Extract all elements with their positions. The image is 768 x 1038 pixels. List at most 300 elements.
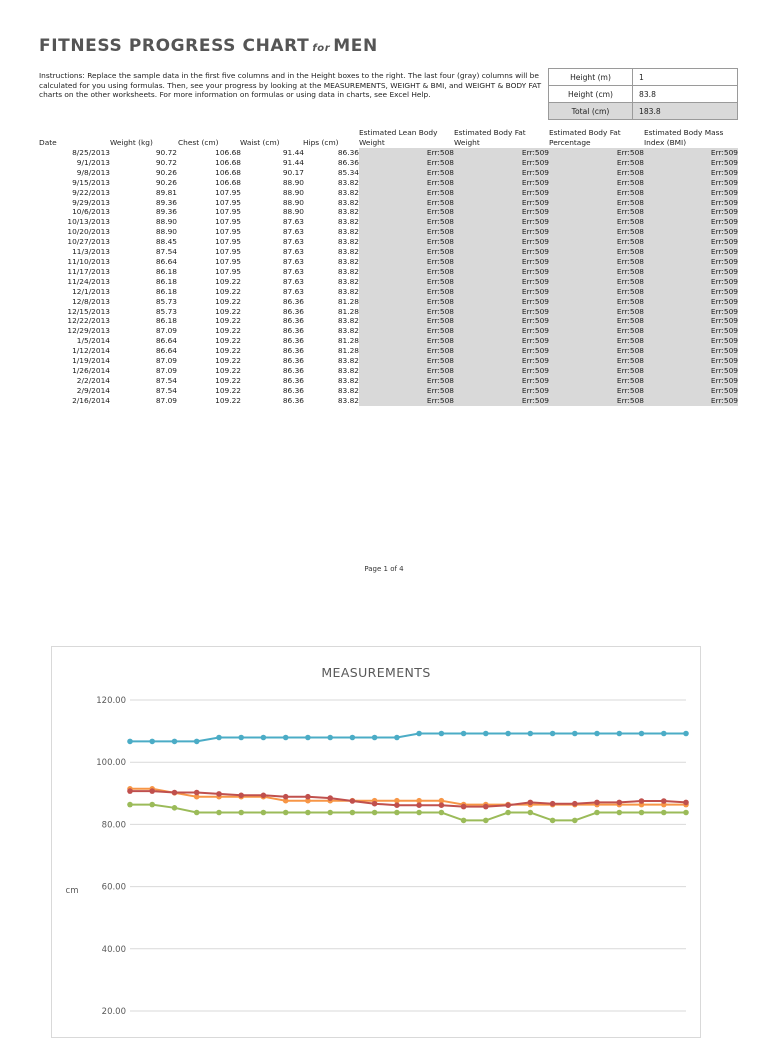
chart-plot xyxy=(52,647,700,1037)
data-point xyxy=(528,810,534,816)
cell-chest[interactable]: 107.95 xyxy=(215,227,241,237)
cell-fat-weight: Err:509 xyxy=(454,376,549,386)
cell-hips[interactable]: 83.82 xyxy=(337,197,359,207)
cell-fat-percentage: Err:508 xyxy=(549,386,644,396)
table-row xyxy=(39,366,738,376)
cell-date[interactable]: 12/22/2013 xyxy=(67,316,110,326)
cell-weight[interactable]: 86.64 xyxy=(155,346,177,356)
cell-weight[interactable]: 90.72 xyxy=(155,148,177,157)
cell-bmi: Err:509 xyxy=(644,316,738,326)
data-point xyxy=(149,802,155,808)
cell-hips[interactable]: 83.82 xyxy=(337,316,359,326)
data-point xyxy=(238,793,244,799)
data-point xyxy=(683,731,689,737)
col-header-weight: Weight (kg) xyxy=(110,138,153,147)
cell-lean-weight: Err:508 xyxy=(359,346,454,356)
cell-bmi: Err:509 xyxy=(644,237,738,247)
cell-hips[interactable]: 83.82 xyxy=(337,187,359,197)
data-point xyxy=(305,735,311,741)
cell-waist[interactable]: 88.90 xyxy=(282,207,304,217)
cell-waist[interactable]: 86.36 xyxy=(282,356,304,366)
data-point xyxy=(416,802,422,808)
cell-lean-weight: Err:508 xyxy=(359,178,454,188)
cell-waist[interactable]: 90.17 xyxy=(282,167,304,177)
cell-hips[interactable]: 81.28 xyxy=(337,306,359,316)
col-header-fat-weight: Estimated Body Fat Weight xyxy=(454,128,526,147)
cell-fat-percentage: Err:508 xyxy=(549,237,644,247)
height-m-row xyxy=(549,69,738,86)
cell-fat-weight: Err:509 xyxy=(454,247,549,257)
cell-chest[interactable]: 106.68 xyxy=(215,157,241,167)
table-row xyxy=(39,287,738,297)
series-line-0 xyxy=(130,734,686,742)
data-point xyxy=(572,818,578,824)
cell-weight[interactable]: 86.18 xyxy=(155,316,177,326)
col-header-bmi: Estimated Body Mass Index (BMI) xyxy=(644,128,724,147)
cell-date[interactable]: 12/1/2013 xyxy=(72,286,110,296)
cell-chest[interactable]: 106.68 xyxy=(215,148,241,157)
table-row xyxy=(39,307,738,317)
cell-bmi: Err:509 xyxy=(644,148,738,158)
cell-fat-percentage: Err:508 xyxy=(549,277,644,287)
cell-fat-weight: Err:509 xyxy=(454,158,549,168)
cell-bmi: Err:509 xyxy=(644,356,738,366)
cell-date[interactable]: 8/25/2013 xyxy=(72,148,110,157)
cell-bmi: Err:509 xyxy=(644,247,738,257)
cell-waist[interactable]: 87.63 xyxy=(282,256,304,266)
cell-lean-weight: Err:508 xyxy=(359,257,454,267)
data-point xyxy=(238,735,244,741)
cell-chest[interactable]: 109.22 xyxy=(215,346,241,356)
cell-chest[interactable]: 109.22 xyxy=(215,326,241,336)
cell-bmi: Err:509 xyxy=(644,267,738,277)
table-row xyxy=(39,257,738,267)
cell-waist[interactable]: 87.63 xyxy=(282,247,304,257)
page-title xyxy=(39,36,378,56)
cell-waist[interactable]: 86.36 xyxy=(282,375,304,385)
cell-fat-percentage: Err:508 xyxy=(549,366,644,376)
cell-date[interactable]: 10/6/2013 xyxy=(72,207,110,217)
y-tick-label: 100.00 xyxy=(96,758,126,769)
title-men: MEN xyxy=(333,36,378,56)
cell-hips[interactable]: 83.82 xyxy=(337,237,359,247)
cell-date[interactable]: 12/15/2013 xyxy=(67,306,110,316)
cell-weight[interactable]: 86.64 xyxy=(155,336,177,346)
cell-chest[interactable]: 107.95 xyxy=(215,237,241,247)
cell-chest[interactable]: 109.22 xyxy=(215,306,241,316)
data-point xyxy=(505,802,511,808)
cell-hips[interactable]: 83.82 xyxy=(337,217,359,227)
cell-hips[interactable]: 83.82 xyxy=(337,227,359,237)
cell-hips[interactable]: 81.28 xyxy=(337,336,359,346)
data-point xyxy=(394,802,400,808)
cell-fat-percentage: Err:508 xyxy=(549,257,644,267)
cell-chest[interactable]: 107.95 xyxy=(215,197,241,207)
y-tick-label: 80.00 xyxy=(101,820,126,831)
data-point xyxy=(416,810,422,816)
cell-lean-weight: Err:508 xyxy=(359,396,454,406)
cell-date[interactable]: 9/29/2013 xyxy=(72,197,110,207)
table-row xyxy=(39,386,738,396)
table-row xyxy=(39,158,738,168)
data-point xyxy=(528,731,534,737)
cell-hips[interactable]: 83.82 xyxy=(337,266,359,276)
cell-date[interactable]: 9/1/2013 xyxy=(76,157,110,167)
data-point xyxy=(550,801,556,807)
data-point xyxy=(127,802,133,808)
cell-date[interactable]: 12/29/2013 xyxy=(67,326,110,336)
title-for: for xyxy=(312,43,331,54)
data-point xyxy=(127,788,133,794)
cell-hips[interactable]: 83.82 xyxy=(337,286,359,296)
cell-chest[interactable]: 106.68 xyxy=(215,177,241,187)
cell-date[interactable]: 9/8/2013 xyxy=(76,167,110,177)
cell-lean-weight: Err:508 xyxy=(359,297,454,307)
cell-fat-weight: Err:509 xyxy=(454,396,549,406)
data-point xyxy=(505,810,511,816)
cell-fat-weight: Err:509 xyxy=(454,198,549,208)
cell-hips[interactable]: 83.82 xyxy=(337,375,359,385)
table-row xyxy=(39,198,738,208)
cell-weight[interactable]: 88.90 xyxy=(155,217,177,227)
cell-waist[interactable]: 86.36 xyxy=(282,395,304,405)
cell-weight[interactable]: 85.73 xyxy=(155,296,177,306)
cell-weight[interactable]: 90.72 xyxy=(155,157,177,167)
cell-bmi: Err:509 xyxy=(644,366,738,376)
cell-waist[interactable]: 87.63 xyxy=(282,237,304,247)
cell-hips[interactable]: 83.82 xyxy=(337,247,359,257)
cell-fat-weight: Err:509 xyxy=(454,188,549,198)
cell-weight[interactable]: 90.26 xyxy=(155,167,177,177)
total-cm-row xyxy=(549,103,738,120)
height-m-value[interactable]: 1 xyxy=(633,69,738,86)
data-point xyxy=(127,739,133,745)
data-point xyxy=(483,818,489,824)
cell-date[interactable]: 1/19/2014 xyxy=(72,356,110,366)
cell-hips[interactable]: 85.34 xyxy=(337,167,359,177)
cell-lean-weight: Err:508 xyxy=(359,237,454,247)
cell-fat-percentage: Err:508 xyxy=(549,316,644,326)
cell-date[interactable]: 11/3/2013 xyxy=(72,247,110,257)
cell-chest[interactable]: 107.95 xyxy=(215,266,241,276)
cell-fat-percentage: Err:508 xyxy=(549,217,644,227)
height-box xyxy=(548,68,738,120)
cell-weight[interactable]: 87.09 xyxy=(155,356,177,366)
cell-hips[interactable]: 83.82 xyxy=(337,395,359,405)
cell-fat-weight: Err:509 xyxy=(454,178,549,188)
cell-weight[interactable]: 89.36 xyxy=(155,197,177,207)
cell-weight[interactable]: 87.09 xyxy=(155,365,177,375)
cell-bmi: Err:509 xyxy=(644,336,738,346)
cell-hips[interactable]: 81.28 xyxy=(337,346,359,356)
cell-waist[interactable]: 87.63 xyxy=(282,227,304,237)
cell-waist[interactable]: 88.90 xyxy=(282,177,304,187)
cell-lean-weight: Err:508 xyxy=(359,326,454,336)
cell-hips[interactable]: 83.82 xyxy=(337,276,359,286)
data-point xyxy=(617,731,623,737)
data-point xyxy=(372,810,378,816)
cell-date[interactable]: 10/27/2013 xyxy=(67,237,110,247)
cell-waist[interactable]: 86.36 xyxy=(282,316,304,326)
cell-chest[interactable]: 109.22 xyxy=(215,286,241,296)
cell-waist[interactable]: 87.63 xyxy=(282,266,304,276)
cell-waist[interactable]: 86.36 xyxy=(282,365,304,375)
cell-weight[interactable]: 86.18 xyxy=(155,266,177,276)
cell-bmi: Err:509 xyxy=(644,188,738,198)
data-point xyxy=(594,810,600,816)
data-point xyxy=(505,731,511,737)
cell-chest[interactable]: 109.22 xyxy=(215,276,241,286)
cell-hips[interactable]: 83.82 xyxy=(337,256,359,266)
cell-waist[interactable]: 88.90 xyxy=(282,197,304,207)
cell-bmi: Err:509 xyxy=(644,386,738,396)
cell-lean-weight: Err:508 xyxy=(359,316,454,326)
cell-waist[interactable]: 86.36 xyxy=(282,336,304,346)
cell-fat-percentage: Err:508 xyxy=(549,227,644,237)
cell-fat-percentage: Err:508 xyxy=(549,376,644,386)
cell-waist[interactable]: 86.36 xyxy=(282,346,304,356)
data-point xyxy=(661,731,667,737)
title-main: FITNESS PROGRESS CHART xyxy=(39,36,310,56)
cell-waist[interactable]: 88.90 xyxy=(282,187,304,197)
cell-chest[interactable]: 107.95 xyxy=(215,187,241,197)
cell-weight[interactable]: 87.09 xyxy=(155,326,177,336)
y-tick-label: 120.00 xyxy=(96,696,126,706)
cell-weight[interactable]: 87.54 xyxy=(155,375,177,385)
data-point xyxy=(216,735,222,741)
table-row xyxy=(39,237,738,247)
cell-fat-weight: Err:509 xyxy=(454,307,549,317)
cell-waist[interactable]: 86.36 xyxy=(282,306,304,316)
data-point xyxy=(350,798,356,804)
data-point xyxy=(149,788,155,794)
cell-waist[interactable]: 86.36 xyxy=(282,296,304,306)
data-point xyxy=(327,795,333,801)
height-m-label: Height (m) xyxy=(549,69,633,86)
data-point xyxy=(394,810,400,816)
cell-date[interactable]: 2/16/2014 xyxy=(72,395,110,405)
cell-bmi: Err:509 xyxy=(644,287,738,297)
data-point xyxy=(172,790,178,796)
cell-waist[interactable]: 87.63 xyxy=(282,217,304,227)
cell-chest[interactable]: 109.22 xyxy=(215,296,241,306)
data-point xyxy=(572,801,578,807)
cell-date[interactable]: 2/2/2014 xyxy=(76,375,110,385)
cell-bmi: Err:509 xyxy=(644,198,738,208)
cell-bmi: Err:509 xyxy=(644,346,738,356)
cell-bmi: Err:509 xyxy=(644,227,738,237)
data-point xyxy=(350,810,356,816)
data-point xyxy=(305,810,311,816)
height-cm-value[interactable]: 83.8 xyxy=(633,86,738,103)
cell-fat-percentage: Err:508 xyxy=(549,307,644,317)
data-point xyxy=(238,810,244,816)
cell-date[interactable]: 11/17/2013 xyxy=(67,266,110,276)
cell-chest[interactable]: 107.95 xyxy=(215,256,241,266)
cell-fat-percentage: Err:508 xyxy=(549,207,644,217)
cell-fat-weight: Err:509 xyxy=(454,366,549,376)
cell-bmi: Err:509 xyxy=(644,277,738,287)
cell-fat-percentage: Err:508 xyxy=(549,247,644,257)
cell-lean-weight: Err:508 xyxy=(359,356,454,366)
cell-weight[interactable]: 87.54 xyxy=(155,385,177,395)
data-point xyxy=(683,810,689,816)
data-point xyxy=(172,805,178,811)
data-point xyxy=(461,731,467,737)
cell-waist[interactable]: 86.36 xyxy=(282,385,304,395)
data-point xyxy=(283,794,289,800)
cell-weight[interactable]: 87.09 xyxy=(155,395,177,405)
cell-weight[interactable]: 88.90 xyxy=(155,227,177,237)
cell-bmi: Err:509 xyxy=(644,307,738,317)
cell-fat-percentage: Err:508 xyxy=(549,356,644,366)
data-point xyxy=(661,798,667,804)
cell-lean-weight: Err:508 xyxy=(359,376,454,386)
cell-fat-percentage: Err:508 xyxy=(549,198,644,208)
cell-chest[interactable]: 107.95 xyxy=(215,217,241,227)
cell-lean-weight: Err:508 xyxy=(359,168,454,178)
cell-hips[interactable]: 86.36 xyxy=(337,157,359,167)
total-cm-label: Total (cm) xyxy=(549,103,633,120)
cell-waist[interactable]: 91.44 xyxy=(282,157,304,167)
series-line-3 xyxy=(130,805,686,821)
cell-chest[interactable]: 109.22 xyxy=(215,375,241,385)
cell-chest[interactable]: 109.22 xyxy=(215,365,241,375)
table-row xyxy=(39,316,738,326)
data-point xyxy=(594,800,600,806)
cell-weight[interactable]: 89.36 xyxy=(155,207,177,217)
cell-chest[interactable]: 107.95 xyxy=(215,207,241,217)
cell-bmi: Err:509 xyxy=(644,217,738,227)
cell-hips[interactable]: 81.28 xyxy=(337,296,359,306)
cell-chest[interactable]: 109.22 xyxy=(215,336,241,346)
cell-weight[interactable]: 89.81 xyxy=(155,187,177,197)
data-point xyxy=(261,793,267,799)
cell-fat-percentage: Err:508 xyxy=(549,287,644,297)
cell-fat-percentage: Err:508 xyxy=(549,326,644,336)
cell-fat-percentage: Err:508 xyxy=(549,336,644,346)
data-point xyxy=(550,731,556,737)
data-point xyxy=(194,739,200,745)
cell-lean-weight: Err:508 xyxy=(359,386,454,396)
cell-waist[interactable]: 87.63 xyxy=(282,286,304,296)
cell-chest[interactable]: 109.22 xyxy=(215,316,241,326)
cell-chest[interactable]: 109.22 xyxy=(215,356,241,366)
cell-fat-weight: Err:509 xyxy=(454,316,549,326)
cell-lean-weight: Err:508 xyxy=(359,336,454,346)
cell-date[interactable]: 1/12/2014 xyxy=(72,346,110,356)
cell-chest[interactable]: 107.95 xyxy=(215,247,241,257)
cell-hips[interactable]: 83.82 xyxy=(337,385,359,395)
data-point xyxy=(439,810,445,816)
cell-date[interactable]: 2/9/2014 xyxy=(76,385,110,395)
data-point xyxy=(216,791,222,797)
data-point xyxy=(617,800,623,806)
cell-date[interactable]: 10/13/2013 xyxy=(67,217,110,227)
chart-title: MEASUREMENTS xyxy=(321,665,431,680)
cell-date[interactable]: 9/22/2013 xyxy=(72,187,110,197)
table-row xyxy=(39,227,738,237)
y-tick-label: 40.00 xyxy=(101,944,126,955)
cell-bmi: Err:509 xyxy=(644,158,738,168)
cell-fat-weight: Err:509 xyxy=(454,237,549,247)
measurements-chart xyxy=(51,646,701,1038)
cell-weight[interactable]: 90.26 xyxy=(155,177,177,187)
cell-fat-weight: Err:509 xyxy=(454,336,549,346)
cell-bmi: Err:509 xyxy=(644,297,738,307)
cell-hips[interactable]: 83.82 xyxy=(337,326,359,336)
cell-weight[interactable]: 86.64 xyxy=(155,256,177,266)
cell-fat-weight: Err:509 xyxy=(454,356,549,366)
cell-waist[interactable]: 87.63 xyxy=(282,276,304,286)
cell-lean-weight: Err:508 xyxy=(359,207,454,217)
cell-fat-weight: Err:509 xyxy=(454,386,549,396)
cell-waist[interactable]: 86.36 xyxy=(282,326,304,336)
col-header-lean-weight: Estimated Lean Body Weight xyxy=(359,128,438,147)
cell-lean-weight: Err:508 xyxy=(359,366,454,376)
cell-fat-percentage: Err:508 xyxy=(549,297,644,307)
cell-bmi: Err:509 xyxy=(644,257,738,267)
data-point xyxy=(550,818,556,824)
cell-lean-weight: Err:508 xyxy=(359,247,454,257)
cell-date[interactable]: 1/26/2014 xyxy=(72,365,110,375)
table-row xyxy=(39,148,738,158)
cell-lean-weight: Err:508 xyxy=(359,217,454,227)
data-point xyxy=(639,731,645,737)
cell-weight[interactable]: 86.18 xyxy=(155,276,177,286)
data-point xyxy=(372,801,378,807)
data-point xyxy=(617,810,623,816)
cell-hips[interactable]: 83.82 xyxy=(337,356,359,366)
cell-weight[interactable]: 88.45 xyxy=(155,237,177,247)
cell-date[interactable]: 11/24/2013 xyxy=(67,276,110,286)
cell-weight[interactable]: 85.73 xyxy=(155,306,177,316)
cell-date[interactable]: 10/20/2013 xyxy=(67,227,110,237)
y-tick-label: 60.00 xyxy=(101,882,126,893)
cell-chest[interactable]: 106.68 xyxy=(215,167,241,177)
progress-table xyxy=(39,148,738,406)
cell-date[interactable]: 9/15/2013 xyxy=(72,177,110,187)
cell-chest[interactable]: 109.22 xyxy=(215,395,241,405)
cell-hips[interactable]: 83.82 xyxy=(337,177,359,187)
cell-weight[interactable]: 86.18 xyxy=(155,286,177,296)
cell-fat-weight: Err:509 xyxy=(454,277,549,287)
cell-hips[interactable]: 86.36 xyxy=(337,148,359,157)
cell-date[interactable]: 11/10/2013 xyxy=(67,256,110,266)
y-tick-label: 20.00 xyxy=(101,1007,126,1017)
cell-bmi: Err:509 xyxy=(644,376,738,386)
cell-date[interactable]: 1/5/2014 xyxy=(76,336,110,346)
page-number: Page 1 of 4 xyxy=(364,565,404,573)
cell-lean-weight: Err:508 xyxy=(359,198,454,208)
data-point xyxy=(172,739,178,745)
data-point xyxy=(261,810,267,816)
cell-lean-weight: Err:508 xyxy=(359,227,454,237)
cell-hips[interactable]: 83.82 xyxy=(337,207,359,217)
data-point xyxy=(305,794,311,800)
table-row xyxy=(39,168,738,178)
data-point xyxy=(194,790,200,796)
cell-bmi: Err:509 xyxy=(644,168,738,178)
cell-chest[interactable]: 109.22 xyxy=(215,385,241,395)
cell-date[interactable]: 12/8/2013 xyxy=(72,296,110,306)
cell-weight[interactable]: 87.54 xyxy=(155,247,177,257)
data-point xyxy=(327,810,333,816)
cell-fat-weight: Err:509 xyxy=(454,287,549,297)
cell-waist[interactable]: 91.44 xyxy=(282,148,304,157)
cell-hips[interactable]: 83.82 xyxy=(337,365,359,375)
cell-fat-percentage: Err:508 xyxy=(549,158,644,168)
